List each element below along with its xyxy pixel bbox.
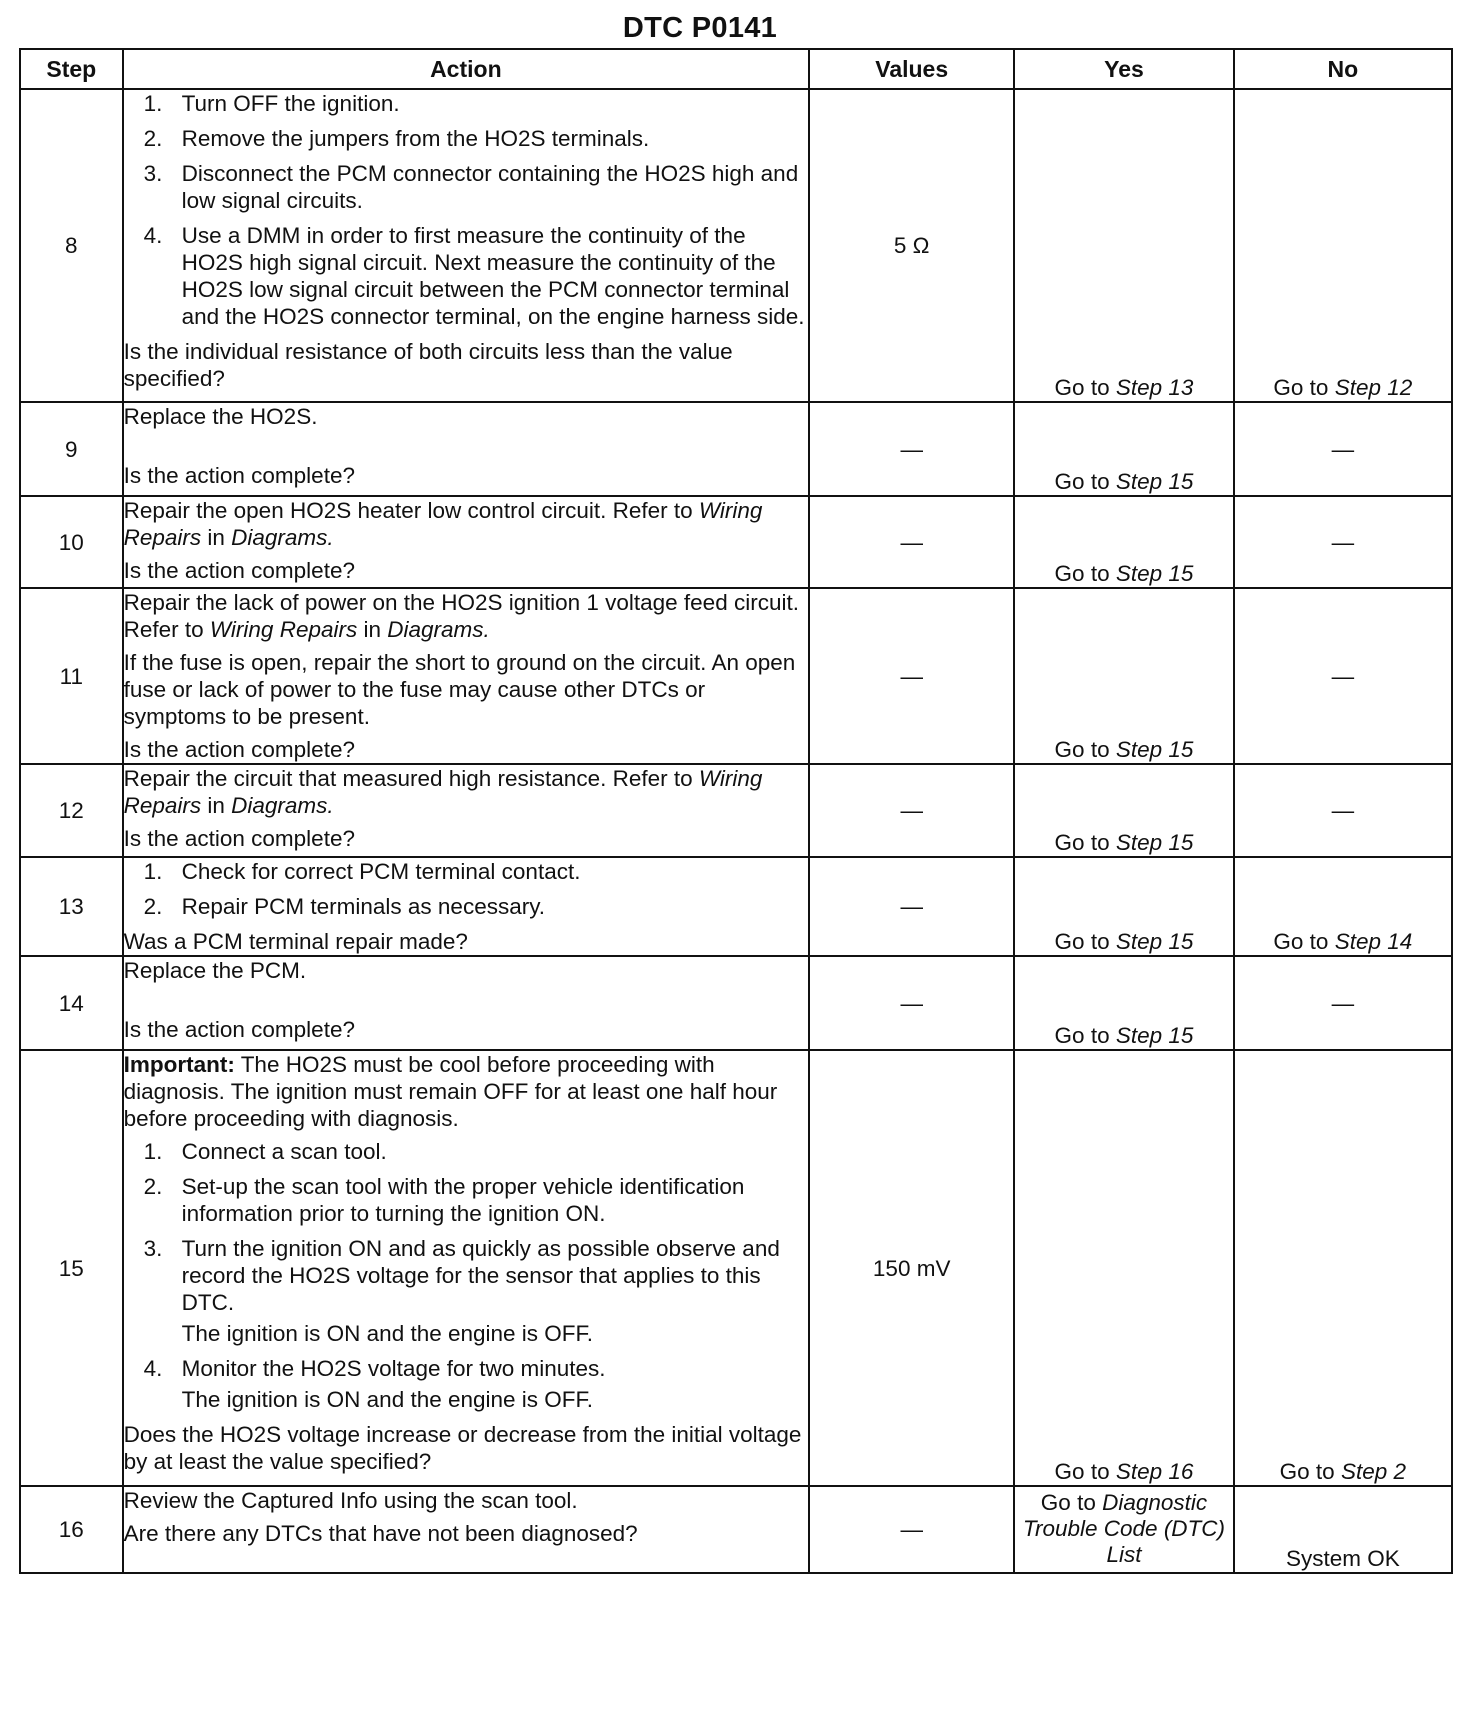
wiring-repairs-link[interactable]: Wiring Repairs [209,617,358,642]
yes-cell: Go to Diagnostic Trouble Code (DTC) List [1014,1486,1233,1573]
action-list [124,858,809,920]
action-list [124,1138,809,1316]
table-row [20,764,1452,857]
action-cell [123,89,810,402]
table-row [20,956,1452,1050]
yes-cell: Go to Step 15 [1014,402,1233,496]
question-text: Was a PCM terminal repair made? [123,929,468,954]
table-row [20,496,1452,588]
wiring-repairs-link[interactable]: Wiring Repairs [123,498,763,550]
step-link[interactable]: Step 13 [1115,375,1194,400]
step-link[interactable]: Step 15 [1115,561,1194,586]
step-number: 16 [20,1486,123,1573]
value-cell: — [809,496,1014,588]
no-cell: Go to Step 14 [1234,857,1452,956]
table-row [20,1050,1452,1486]
header-no: No [1234,49,1452,89]
list-item: 2. Repair PCM terminals as necessary. [143,894,546,919]
dtc-list-link[interactable]: Diagnostic Trouble Code (DTC) List [1022,1490,1226,1567]
question-text: Is the action complete? [123,463,355,488]
step-number: 14 [20,956,123,1050]
action-cell: Replace the HO2S. Is the action complete? [123,402,810,496]
step-link[interactable]: Step 15 [1115,1023,1194,1048]
action-list [124,90,809,330]
value-cell: — [809,588,1014,764]
no-cell: — [1234,402,1452,496]
yes-cell: Go to Step 15 [1014,588,1233,764]
step-number: 15 [20,1050,123,1486]
table-header-row [20,49,1452,89]
action-cell: Replace the PCM. Is the action complete? [123,956,810,1050]
header-step: Step [20,49,123,89]
step-link[interactable]: Step 14 [1334,929,1413,954]
action-cell: Review the Captured Info using the scan tool. Are there any DTCs that have not been diagnosed? [123,1486,810,1573]
list-item: 3. Disconnect the PCM connector containing the HO2S high and low signal circuits. [143,161,799,213]
step-number: 8 [20,89,123,402]
header-yes: Yes [1014,49,1233,89]
step-number: 10 [20,496,123,588]
action-list [124,1355,809,1382]
no-cell: Go to Step 2 [1234,1050,1452,1486]
step-link[interactable]: Step 15 [1115,737,1194,762]
no-cell: — [1234,956,1452,1050]
value-cell: — [809,764,1014,857]
diagrams-link[interactable]: Diagrams. [387,617,490,642]
wiring-repairs-link[interactable]: Wiring Repairs [123,766,763,818]
no-cell: — [1234,764,1452,857]
no-cell: — [1234,588,1452,764]
sub-note: The ignition is ON and the engine is OFF. [181,1321,594,1346]
page-title: DTC P0141 [622,12,778,44]
step-link[interactable]: Step 2 [1340,1459,1407,1484]
question-text: Is the action complete? [123,558,355,583]
table-row [20,402,1452,496]
yes-cell: Go to Step 15 [1014,956,1233,1050]
list-item: 4. Monitor the HO2S voltage for two minutes. [143,1356,606,1381]
important-note: Important: The HO2S must be cool before proceeding with diagnosis. The ignition must remain OFF for at least one half hour before proceeding with diagnosis. [123,1052,778,1131]
list-item: 1. Check for correct PCM terminal contact. [143,859,581,884]
table-row [20,1486,1452,1573]
step-link[interactable]: Step 15 [1115,469,1194,494]
value-cell: — [809,1486,1014,1573]
step-number: 12 [20,764,123,857]
table-row [20,857,1452,956]
no-cell: System OK [1234,1486,1452,1573]
header-action: Action [123,49,810,89]
step-number: 13 [20,857,123,956]
list-item: 1. Connect a scan tool. [143,1139,387,1164]
question-text: Is the action complete? [123,737,355,762]
yes-cell: Go to Step 16 [1014,1050,1233,1486]
action-cell [123,1050,810,1486]
action-cell: Repair the open HO2S heater low control circuit. Refer to Wiring Repairs in Diagrams. Is the action complete? [123,496,810,588]
header-values: Values [809,49,1014,89]
action-cell: Repair the circuit that measured high resistance. Refer to Wiring Repairs in Diagrams. Is the action complete? [123,764,810,857]
value-cell: — [809,857,1014,956]
value-cell: 150 mV [809,1050,1014,1486]
dtc-table [19,48,1453,1574]
diagrams-link[interactable]: Diagrams. [231,525,334,550]
no-cell: — [1234,496,1452,588]
step-link[interactable]: Step 15 [1115,830,1194,855]
step-number: 9 [20,402,123,496]
list-item: 3. Turn the ignition ON and as quickly as possible observe and record the HO2S voltage for the sensor that applies to this DTC. [143,1236,780,1315]
action-cell: Repair the lack of power on the HO2S ignition 1 voltage feed circuit. Refer to Wiring Repairs in Diagrams. If the fuse is open, repair the short to ground on the circuit. An open fuse or lack of power to the fuse may cause other DTCs or symptoms to be present. Is the action complete? [123,588,810,764]
list-item: 2. Remove the jumpers from the HO2S terminals. [143,126,650,151]
question-text: Is the individual resistance of both circuits less than the value specified? [123,339,733,391]
yes-cell: Go to Step 15 [1014,496,1233,588]
list-item: 2. Set-up the scan tool with the proper vehicle identification information prior to turning the ignition ON. [143,1174,745,1226]
question-text: Is the action complete? [123,826,355,851]
list-item: 4. Use a DMM in order to first measure the continuity of the HO2S high signal circuit. Next measure the continuity of the HO2S low signal circuit between the PCM connector terminal and the HO2S connector terminal, on the engine harness side. [143,223,805,329]
table-row [20,89,1452,402]
no-cell: Go to Step 12 [1234,89,1452,402]
question-text: Does the HO2S voltage increase or decrease from the initial voltage by at least the value specified? [123,1422,802,1474]
diagrams-link[interactable]: Diagrams. [231,793,334,818]
value-cell: — [809,956,1014,1050]
step-number: 11 [20,588,123,764]
value-cell: 5 Ω [809,89,1014,402]
yes-cell: Go to Step 13 [1014,89,1233,402]
sub-note: The ignition is ON and the engine is OFF. [181,1387,594,1412]
step-link[interactable]: Step 12 [1334,375,1413,400]
action-cell [123,857,810,956]
table-row [20,588,1452,764]
value-cell: — [809,402,1014,496]
step-link[interactable]: Step 16 [1115,1459,1194,1484]
question-text: Are there any DTCs that have not been diagnosed? [123,1521,638,1546]
list-item: 1. Turn OFF the ignition. [143,91,400,116]
question-text: Is the action complete? [123,1017,355,1042]
step-link[interactable]: Step 15 [1115,929,1194,954]
yes-cell: Go to Step 15 [1014,857,1233,956]
yes-cell: Go to Step 15 [1014,764,1233,857]
